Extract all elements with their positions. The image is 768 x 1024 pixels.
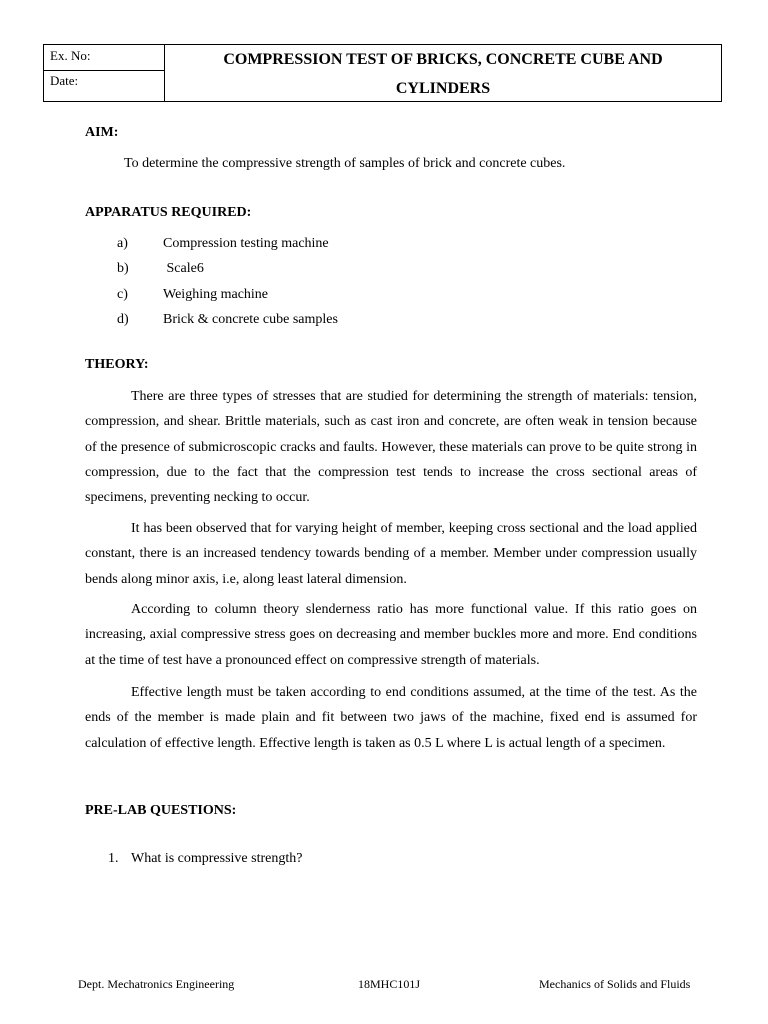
header-table bbox=[43, 44, 722, 102]
footer-course-code: 18MHC101J bbox=[358, 977, 421, 991]
list-item-label: b) bbox=[117, 261, 129, 277]
theory-paragraph-4: Effective length must be taken according to end conditions assumed, at the time of the test. As the ends of the member is made plain and fit between two jaws of the machine, fixed end is assumed for calculation of effective length. Effective length is taken as 0.5 L where L is actual length of a specimen. bbox=[85, 685, 697, 751]
title-line-1: COMPRESSION TEST OF BRICKS, CONCRETE CUBE AND bbox=[223, 51, 663, 68]
list-item-label: c) bbox=[117, 286, 128, 302]
apparatus-heading: APPARATUS REQUIRED: bbox=[85, 205, 252, 220]
list-item-text: Compression testing machine bbox=[163, 236, 329, 251]
theory-paragraph-1: There are three types of stresses that are studied for determining the strength of materials: tension, compression, and shear. Brittle materials, such as cast iron and concrete, are often weak in tension because of the presence of submicroscopic cracks and faults. However, these materials can prove to be quite strong in compression, due to the fact that the compression test tends to increase the cross sectional areas of specimens, preventing necking to occur. bbox=[85, 389, 697, 506]
theory-paragraph-2: It has been observed that for varying height of member, keeping cross sectional and the load applied constant, there is an increased tendency towards bending of a member. Member under compression usually bends along minor axis, i.e, along least lateral dimension. bbox=[85, 521, 697, 587]
prelab-heading: PRE-LAB QUESTIONS: bbox=[85, 803, 237, 818]
date-label: Date: bbox=[50, 73, 79, 88]
list-item-text: Brick & concrete cube samples bbox=[163, 311, 338, 327]
document-title bbox=[165, 45, 721, 101]
ex-no-label: Ex. No: bbox=[44, 45, 164, 71]
footer-course-name: Mechanics of Solids and Fluids bbox=[539, 977, 691, 991]
question-number: 1. bbox=[108, 851, 119, 866]
aim-heading: AIM: bbox=[85, 125, 119, 140]
theory-heading: THEORY: bbox=[85, 357, 149, 372]
header-left-cells bbox=[44, 45, 165, 101]
list-item-label: d) bbox=[117, 311, 129, 327]
list-item-label: a) bbox=[117, 236, 128, 251]
aim-text: To determine the compressive strength of samples of brick and concrete cubes. bbox=[124, 156, 566, 171]
footer-department: Dept. Mechatronics Engineering bbox=[78, 977, 235, 991]
list-item-text: Weighing machine bbox=[163, 286, 269, 302]
theory-paragraph-3: According to column theory slenderness ratio has more functional value. If this ratio goes on increasing, axial compressive stress goes on decreasing and member buckles more and more. End conditions at the time of test have a pronounced effect on compressive strength of materials. bbox=[85, 602, 697, 668]
question-item bbox=[108, 851, 302, 867]
question-text: What is compressive strength? bbox=[131, 851, 303, 866]
list-item-text: Scale6 bbox=[163, 261, 204, 277]
title-line-2: CYLINDERS bbox=[395, 80, 491, 97]
